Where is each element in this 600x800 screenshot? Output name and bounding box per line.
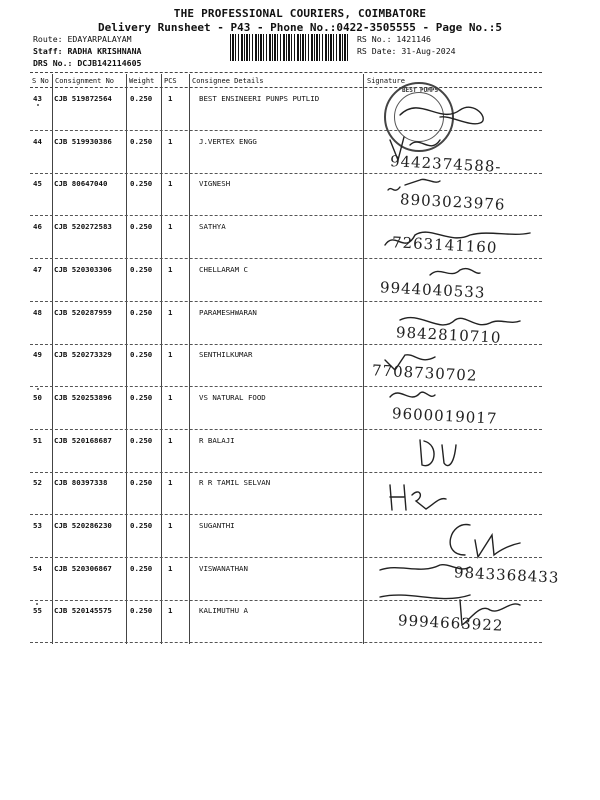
cell-pcs: 1 (168, 435, 173, 445)
cell-weight: 0.250 (130, 521, 153, 530)
cell-weight: 0.250 (130, 264, 153, 274)
cell-weight: 0.250 (130, 435, 153, 445)
rs-date: RS Date: 31-Aug-2024 (357, 46, 456, 56)
cell-name: SUGANTHI (199, 521, 235, 530)
cell-cno: CJB 520286230 (54, 521, 112, 530)
stamp-text: BEST PUMPS (402, 87, 439, 94)
cell-pcs: 1 (168, 563, 173, 573)
handwritten-phone: 9600019017 (391, 404, 498, 428)
cell-weight: 0.250 (130, 136, 153, 146)
cell-weight: 0.250 (130, 307, 153, 317)
cell-name: KALIMUTHU A (199, 606, 248, 616)
signature-53 (450, 525, 520, 557)
cell-sno: 43 (33, 94, 42, 103)
cell-sno: 45 (33, 179, 42, 189)
cell-sno: 54 (33, 563, 42, 573)
cell-pcs: 1 (168, 606, 173, 616)
barcode (230, 34, 350, 61)
handwritten-phone: 7263141160 (391, 233, 498, 257)
signature-51 (420, 440, 456, 466)
cell-sno: 48 (33, 307, 42, 317)
col-consignment: Consignment No (55, 77, 115, 85)
cell-name: VS NATURAL FOOD (199, 392, 266, 402)
runsheet-title: Delivery Runsheet - P43 - Phone No.:0422-3505555 - Page No.:5 (98, 21, 502, 34)
handwritten-phone: 9442374588- (389, 151, 502, 176)
cell-cno: CJB 520272583 (54, 222, 112, 232)
cell-cno: CJB 520253896 (54, 392, 112, 402)
col-pcs: PCS (164, 77, 177, 85)
cell-sno: 53 (33, 521, 42, 530)
route-label: Route: EDAYARPALAYAM (33, 34, 132, 44)
cell-weight: 0.250 (130, 478, 153, 488)
col-consignee: Consignee Details (192, 77, 264, 85)
cell-weight: 0.250 (130, 350, 153, 360)
cell-cno: CJB 519930386 (54, 136, 112, 146)
cell-weight: 0.250 (130, 563, 153, 573)
cell-weight: 0.250 (130, 222, 153, 232)
cell-pcs: 1 (168, 307, 173, 317)
cell-pcs: 1 (168, 350, 173, 360)
cell-cno: CJB 519872564 (54, 94, 112, 103)
rs-number: RS No.: 1421146 (357, 34, 431, 44)
cell-name: VIGNESH (199, 179, 231, 189)
cell-cno: CJB 520287959 (54, 307, 112, 317)
cell-cno: CJB 80397338 (54, 478, 108, 488)
cell-name: VISWANATHAN (199, 563, 248, 573)
cell-cno: CJB 520273329 (54, 350, 112, 360)
cell-name: BEST ENSINEERI PUNPS PUTLID (199, 94, 320, 103)
cell-sno: 51 (33, 435, 42, 445)
cell-sno: 50 (33, 392, 42, 402)
cell-sno: 49 (33, 350, 42, 360)
signature-52 (390, 485, 446, 510)
cell-name: R R TAMIL SELVAN (199, 478, 271, 488)
cell-name: R BALAJI (199, 435, 235, 445)
cell-cno: CJB 520168687 (54, 435, 112, 445)
signature-50 (390, 392, 435, 397)
handwritten-phone: 7708730702 (371, 361, 478, 385)
col-sno: S No (32, 77, 49, 85)
edge-mark (37, 388, 39, 390)
handwritten-phone: 9843368433 (453, 562, 560, 587)
cell-pcs: 1 (168, 392, 173, 402)
cell-weight: 0.250 (130, 392, 153, 402)
cell-sno: 44 (33, 136, 42, 146)
cell-name: J.VERTEX ENGG (199, 136, 257, 146)
cell-pcs: 1 (168, 222, 173, 232)
signature-47 (430, 269, 480, 275)
cell-name: PARAMESHWARAN (199, 307, 257, 317)
cell-weight: 0.250 (130, 606, 153, 616)
cell-cno: CJB 520145575 (54, 606, 112, 616)
header-top-rule (30, 72, 542, 73)
cell-pcs: 1 (168, 478, 173, 488)
cell-weight: 0.250 (130, 179, 153, 189)
handwritten-phone: 9944040533 (379, 278, 486, 302)
handwritten-phone: 9994663922 (397, 611, 504, 636)
cell-pcs: 1 (168, 521, 173, 530)
company-title: THE PROFESSIONAL COURIERS, COIMBATORE (173, 7, 427, 20)
cell-pcs: 1 (168, 264, 173, 274)
cell-sno: 55 (33, 606, 42, 616)
cell-pcs: 1 (168, 94, 173, 103)
col-signature: Signature (367, 77, 405, 85)
cell-weight: 0.250 (130, 94, 153, 103)
handwritten-phone: 9842810710 (395, 322, 502, 347)
cell-cno: CJB 80647040 (54, 179, 108, 189)
signature-45 (388, 179, 440, 190)
cell-sno: 47 (33, 264, 42, 274)
edge-mark (37, 104, 39, 106)
cell-sno: 46 (33, 222, 42, 232)
cell-cno: CJB 520303306 (54, 264, 112, 274)
staff-label: Staff: RADHA KRISHNANA (33, 46, 142, 56)
cell-cno: CJB 520306867 (54, 563, 112, 573)
cell-pcs: 1 (168, 136, 173, 146)
cell-pcs: 1 (168, 179, 173, 189)
cell-sno: 52 (33, 478, 42, 488)
cell-name: SATHYA (199, 222, 226, 232)
cell-name: SENTHILKUMAR (199, 350, 253, 360)
drs-number: DRS No.: DCJB142114605 (33, 58, 142, 68)
handwritten-phone: 8903023976 (399, 190, 506, 215)
cell-name: CHELLARAM C (199, 264, 248, 274)
signature-43 (400, 107, 483, 124)
edge-mark (36, 603, 38, 605)
col-weight: Weight (129, 77, 155, 85)
